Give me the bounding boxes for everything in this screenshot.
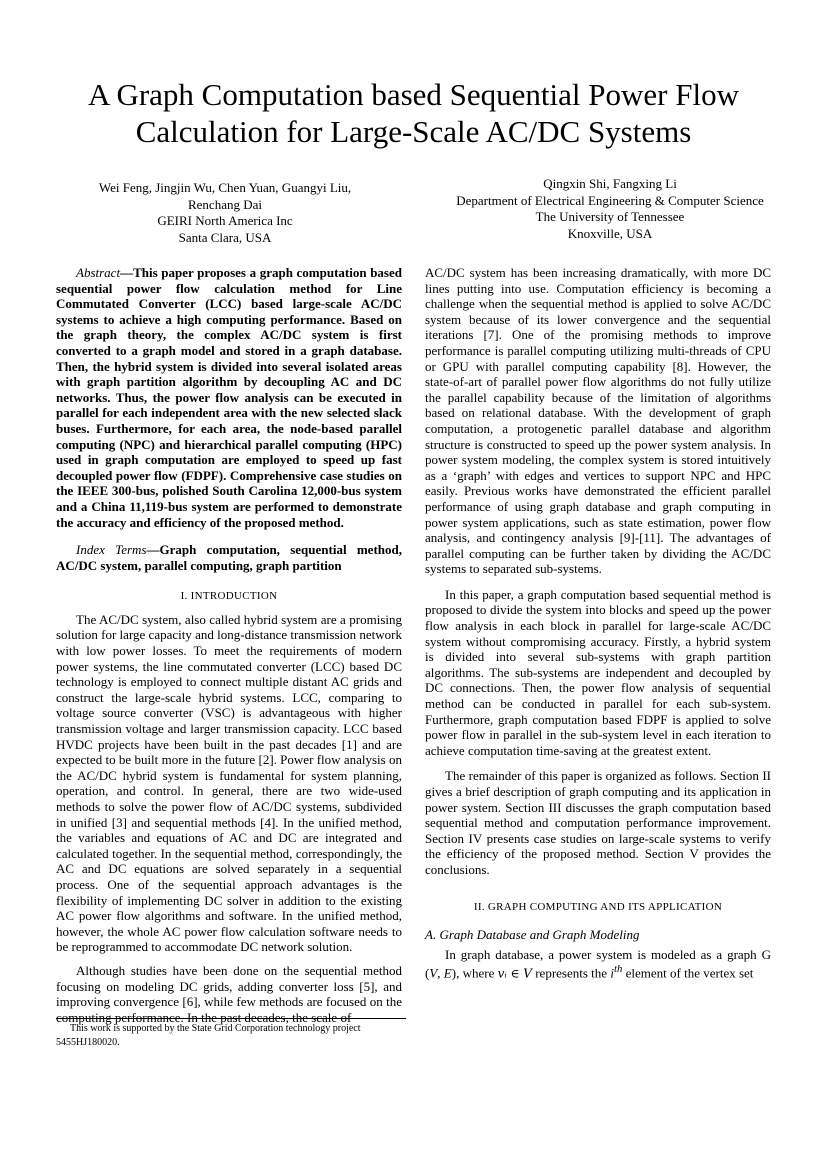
author-names-line-1: Wei Feng, Jingjin Wu, Chen Yuan, Guangyi Liu, [98, 180, 352, 195]
index-terms-dash: — [146, 542, 160, 558]
paper-title-line-1: A Graph Computation based Sequential Power Flow [88, 77, 739, 112]
index-terms-label: Index Terms [76, 542, 147, 558]
graph-text-start: In graph database, a power system is modeled as a graph G ( [425, 946, 771, 981]
author-department: Department of Electrical Engineering & Computer Science [456, 192, 764, 208]
subsection-heading-graph-database: A. Graph Database and Graph Modeling [425, 927, 640, 943]
section-heading-introduction: I. INTRODUCTION [180, 590, 278, 603]
footnote-line-1: This work is supported by the State Grid Corporation technology project [70, 1023, 361, 1034]
index-terms [56, 542, 402, 573]
author-block-right [420, 176, 800, 242]
intro-paragraph-2a: Although studies have been done on the sequential method focusing on modeling DC grids, adding converter loss [5], and improving convergence [6], while few methods are focused on the computing performance. In the past decades, the scale of [56, 962, 402, 1025]
graph-comma: , [437, 965, 444, 981]
paper-title-line-2: Calculation for Large-Scale AC/DC Systems [135, 114, 692, 149]
graph-text-mid: ), where [451, 965, 498, 981]
intro-paragraph-4: The remainder of this paper is organized as follows. Section II gives a brief description of graph computing and its application in power system. Section III discusses the graph computation based sequential method and computation performance improvement. Section IV presents case studies on large-scale systems to verify the efficiency of the proposed method. Section V provides the conclusions. [425, 768, 771, 877]
graph-text-end: element of the vertex set [622, 965, 754, 981]
intro-paragraph-3: In this paper, a graph computation based sequential method is proposed to divide the system into blocks and speed up the power flow analysis in each block in parallel for large-scale AC/DC system without compromising accuracy. Firstly, a hybrid system is divided into several sub-systems with graph partition algorithms. The sub-systems are independent and decoupled by DC connections. Then, the power flow analysis of sequential method can be conducted in parallel for each sub-system. Furthermore, graph computation based FDPF is applied to solve power flow in parallel in the sub-system level in each iteration to achieve computation time-saving at the greatest extent. [425, 586, 771, 758]
abstract-text: This paper proposes a graph computation based sequential power flow calculation method for Line Commutated Converter (LCC) based large-scale AC/DC systems to achieve a high computing performance. Based on the graph theory, the complex AC/DC system is first converted to a graph model and stored in a graph database. Then, the hybrid system is divided into several isolated areas with graph partition algorithm by decoupling AC and DC networks. Thus, the power flow analysis can be executed in parallel for each independent area with the new selected slack buses. Furthermore, for each area, the node-based parallel computing (NPC) and hierarchical parallel computing (HPC) used in graph computation are employed to speed up fast decoupled power flow (FDPF). Comprehensive case studies on the IEEE 300-bus, polished South Carolina 12,000-bus system and a China 11,119-bus system are performed to demonstrate the accuracy and efficiency of the proposed method. [56, 265, 402, 530]
section-heading-graph-computing: II. GRAPH COMPUTING AND ITS APPLICATION [473, 900, 723, 913]
footnote [56, 1022, 406, 1049]
intro-paragraph-2b: AC/DC system has been increasing dramatically, with more DC lines putting into use. Computation efficiency is becoming a challenge when the sequential method is applied to solve AC/DC system because of its lower convergence and the sequential iterations [7]. One of the promising methods to improve performance is parallel computing utilizing multi-threads of CPU or GPU with parallel computing capability [8]. However, the state-of-art of parallel power flow algorithms do not fully utilize the parallel capability because of the limitation of algorithms based on relational database. With the development of graph computation, a protogenetic parallel database and algorithm structure is constructed to speed up the power system analysis. In power system modeling, the complex system is stored intuitively as a ‘graph’ with edges and vertices to support NPC and HPC easily. Previous works have demonstrated the efficient parallel performance of using graph database and graph computing in power system applications, such as state estimation, power flow analysis, and contingency analysis [9]-[11]. The advantages of parallel computing can be further taken by dividing the AC/DC systems to separated sub-systems. [425, 265, 771, 577]
paper-title [40, 76, 787, 150]
intro-paragraph-1: The AC/DC system, also called hybrid system are a promising solution for large capacity and long-distance transmission network with low power losses. To meet the requirements of modern power systems, the line commutated converter (LCC) based DC technology is employed to connect multiple distant AC grids and construct the large-scale hybrid systems. LCC, comparing to voltage source converter (VSC) is advantageous with higher transmission voltage and larger transmission capacity. LCC based HVDC projects have been built in the past decades [1] and are expected to be built more in the future [2]. Power flow analysis on the AC/DC hybrid system is fundamental for system planning, operation, and control. In general, there are two wide-used methods to solve the power flow of AC/DC systems, subdivided in unified [3] and sequential methods [4]. In the unified method, the variables and equations of AC and DC are integrated and calculated together. In the sequential method, correspondingly, the AC and DC equations are solved separately in a sequential process. One of the sequential approach advantages is the flexibility of implementing DC solver in addition to the existing AC power flow algorithms and software. In the unified method, however, the whole AC power flow calculation software needs to be reprogrammed to accommodate DC network solution. [56, 611, 402, 955]
author-location: Santa Clara, USA [178, 229, 272, 245]
graph-index-symbol: i [610, 965, 614, 981]
author-university: The University of Tennessee [535, 209, 685, 224]
index-terms-text: Graph computation, sequential method, AC/DC system, parallel computing, graph partition [56, 542, 402, 573]
author-affiliation: GEIRI North America Inc [157, 213, 293, 228]
author-location: Knoxville, USA [567, 225, 653, 241]
footnote-rule [56, 1018, 406, 1019]
graph-text-represents: represents the [531, 965, 611, 981]
right-column [425, 265, 771, 982]
abstract [56, 265, 402, 530]
graph-vertex-symbol: V [429, 965, 438, 981]
graph-ordinal-suffix: th [613, 963, 623, 976]
author-names-line-2: Renchang Dai [187, 196, 262, 212]
left-column [56, 265, 402, 1025]
abstract-dash: — [120, 265, 134, 280]
footnote-line-2: 5455HJ180020. [56, 1036, 120, 1048]
abstract-label: Abstract [76, 265, 121, 280]
graph-paragraph-1 [425, 947, 771, 983]
graph-edge-symbol: E [443, 965, 452, 981]
graph-math-expression: vᵢ ∈ V [497, 966, 532, 981]
author-block-left [40, 180, 410, 246]
author-names: Qingxin Shi, Fangxing Li [543, 176, 677, 191]
